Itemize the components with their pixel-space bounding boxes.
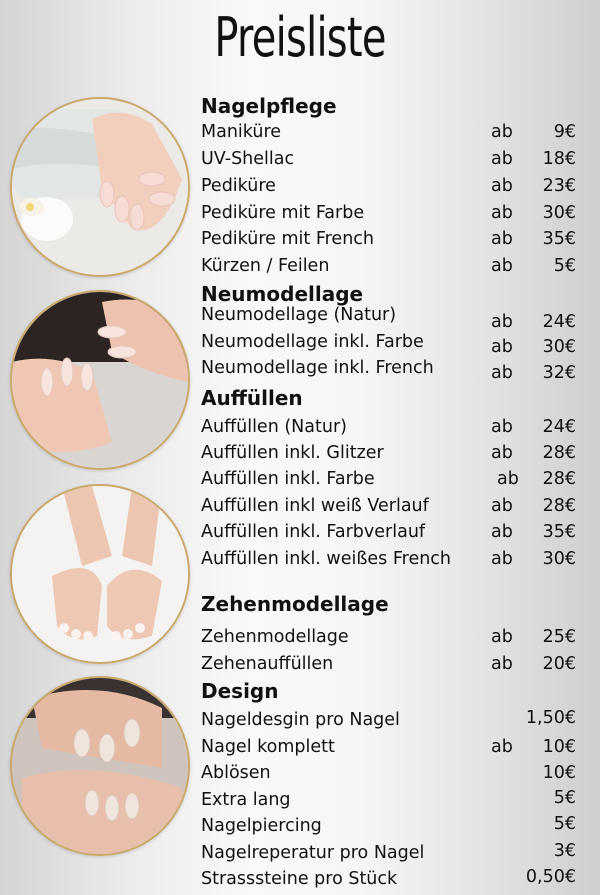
price-row <box>201 443 576 465</box>
ab-label: ab <box>491 627 513 647</box>
service-price: 5€ <box>553 814 576 834</box>
service-name: Neumodellage inkl. Farbe <box>201 332 424 352</box>
ab-label: ab <box>491 149 513 169</box>
service-price: 10€ <box>542 763 576 783</box>
price-row <box>201 122 576 144</box>
service-price: 0,50€ <box>525 867 576 887</box>
section-heading-zehenmodellage: Zehenmodellage <box>201 592 389 616</box>
section-heading-design: Design <box>201 679 279 703</box>
acrylic-nails-photo-icon <box>10 290 190 470</box>
price-row <box>201 358 576 383</box>
service-price: 5€ <box>553 256 576 276</box>
price-row <box>201 549 576 571</box>
service-price: 25€ <box>542 627 576 647</box>
service-name: Auffüllen inkl. weißes French <box>201 549 452 569</box>
service-price: 10€ <box>542 737 576 757</box>
ab-label: ab <box>491 256 513 276</box>
price-row <box>201 332 576 357</box>
ab-label: ab <box>491 496 513 516</box>
service-price: 28€ <box>542 469 576 489</box>
service-name: Auffüllen inkl. Glitzer <box>201 443 384 463</box>
ab-label: ab <box>491 522 513 542</box>
ab-label: ab <box>491 417 513 437</box>
price-row <box>201 654 576 676</box>
service-price: 24€ <box>542 417 576 437</box>
service-price: 1,50€ <box>525 708 576 728</box>
price-row <box>201 176 576 198</box>
ab-label: ab <box>491 312 513 332</box>
ab-label: ab <box>491 443 513 463</box>
price-row <box>201 869 576 891</box>
price-row <box>201 256 576 278</box>
section-heading-neumodellage: Neumodellage <box>201 282 364 306</box>
service-price: 35€ <box>542 229 576 249</box>
service-name: Strasssteine pro Stück <box>201 869 398 889</box>
ab-label: ab <box>491 229 513 249</box>
ab-label: ab <box>491 122 513 142</box>
service-name: Nageldesgin pro Nagel <box>201 710 400 730</box>
pedicure-feet-photo-icon <box>10 484 190 664</box>
ab-label: ab <box>491 337 513 357</box>
price-row <box>201 417 576 439</box>
ab-label: ab <box>491 203 513 223</box>
price-row <box>201 790 576 812</box>
service-name: UV-Shellac <box>201 149 295 169</box>
section-heading-auffuellen: Auffüllen <box>201 386 303 410</box>
service-name: Nagel komplett <box>201 737 335 757</box>
ab-label: ab <box>497 469 519 489</box>
price-row <box>201 469 576 491</box>
service-name: Pediküre <box>201 176 276 196</box>
service-name: Pediküre mit Farbe <box>201 203 365 223</box>
service-price: 32€ <box>542 363 576 383</box>
service-name: Pediküre mit French <box>201 229 375 249</box>
price-row <box>201 737 576 759</box>
service-name: Auffüllen inkl. Farbverlauf <box>201 522 426 542</box>
price-row <box>201 149 576 171</box>
service-price: 30€ <box>542 549 576 569</box>
price-row <box>201 496 576 518</box>
service-name: Neumodellage inkl. French <box>201 358 434 378</box>
nail-design-photo-icon <box>10 676 190 856</box>
service-price: 5€ <box>553 788 576 808</box>
service-name: Nagelreperatur pro Nagel <box>201 843 425 863</box>
service-name: Auffüllen inkl. Farbe <box>201 469 375 489</box>
service-price: 30€ <box>542 203 576 223</box>
price-row <box>201 843 576 865</box>
service-price: 28€ <box>542 496 576 516</box>
service-price: 20€ <box>542 654 576 674</box>
service-price: 28€ <box>542 443 576 463</box>
price-row <box>201 229 576 251</box>
price-row <box>201 203 576 225</box>
ab-label: ab <box>491 549 513 569</box>
section-heading-nagelpflege: Nagelpflege <box>201 94 337 118</box>
service-price: 24€ <box>542 312 576 332</box>
service-price: 18€ <box>542 149 576 169</box>
price-row <box>201 305 576 332</box>
service-name: Auffüllen (Natur) <box>201 417 347 437</box>
page-title: Preisliste <box>214 6 386 69</box>
service-price: 30€ <box>542 337 576 357</box>
price-row <box>201 710 576 732</box>
ab-label: ab <box>491 737 513 757</box>
ab-label: ab <box>491 654 513 674</box>
service-price: 23€ <box>542 176 576 196</box>
price-row <box>201 816 576 838</box>
service-name: Extra lang <box>201 790 291 810</box>
price-row <box>201 763 576 785</box>
service-name: Zehenauffüllen <box>201 654 334 674</box>
service-name: Kürzen / Feilen <box>201 256 330 276</box>
service-name: Nagelpiercing <box>201 816 322 836</box>
ab-label: ab <box>491 176 513 196</box>
service-price: 3€ <box>553 841 576 861</box>
service-name: Neumodellage (Natur) <box>201 305 397 325</box>
manicure-hands-photo-icon <box>10 97 190 277</box>
service-name: Zehenmodellage <box>201 627 349 647</box>
service-name: Maniküre <box>201 122 282 142</box>
service-price: 35€ <box>542 522 576 542</box>
service-price: 9€ <box>553 122 576 142</box>
ab-label: ab <box>491 363 513 383</box>
service-name: Ablösen <box>201 763 271 783</box>
price-row <box>201 627 576 649</box>
price-row <box>201 522 576 544</box>
service-name: Auffüllen inkl weiß Verlauf <box>201 496 429 516</box>
